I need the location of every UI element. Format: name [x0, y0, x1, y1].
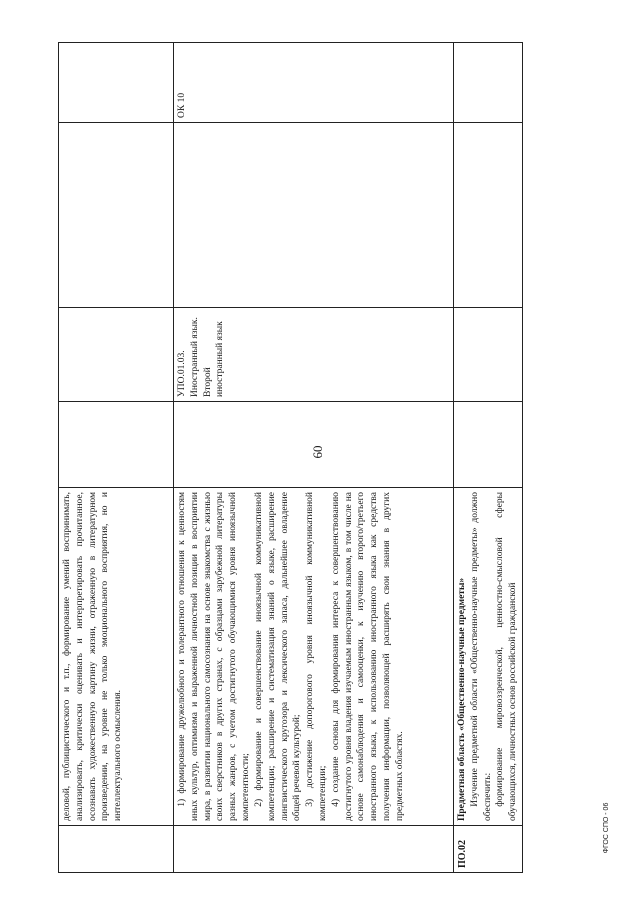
- paragraph: Изучение предметной области «Общественно-научные предметы» должно обеспечить:: [469, 492, 493, 821]
- content-cell: [174, 488, 454, 826]
- area-code-cell: [174, 826, 454, 873]
- table-row: [59, 43, 174, 873]
- page-number: 60: [310, 445, 325, 459]
- empty-cell: [454, 402, 523, 488]
- paragraph: формирование мировоззренческой, ценностно-смысловой сферы обучающихся, личностных основ российской гражданской: [495, 492, 519, 821]
- empty-cell: [454, 123, 523, 308]
- content-cell: [454, 488, 523, 826]
- table-row: [174, 43, 454, 873]
- empty-cell: [174, 123, 454, 308]
- paragraph: 1) формирование дружелюбного и толерантного отношения к ценностям иных культур, оптимизма и выраженной личностной позиции в восприятии мира, в развитии национального самосознания на основе знакомства с жизнью своих сверстников в других странах, с образцами зарубежной литературы разных жанров, с учетом достигнутого обучающимися уровня иноязычной компетентности;: [177, 492, 252, 821]
- paragraph: деловой, публицистического и т.п., формирование умений воспринимать, анализировать, критически оценивать и интерпретировать прочитанное, осознавать художественную картину жизни, отраженную в литературном произведении, на уровне не только эмоционального восприятия, но и интеллектуального осмысления.: [62, 492, 124, 821]
- table-row: [454, 43, 523, 873]
- competence-cell: ОК 10: [174, 43, 454, 123]
- rotated-table-wrapper: [58, 43, 519, 873]
- empty-cell: [174, 402, 454, 488]
- subject-cell: [59, 308, 174, 402]
- area-code-cell: ПО.02: [454, 826, 523, 873]
- competence-cell: [59, 43, 174, 123]
- competence-cell: [454, 43, 523, 123]
- area-code-cell: [59, 826, 174, 873]
- area-heading: Предметная область «Общественно-научные предметы»: [457, 577, 467, 821]
- empty-cell: [59, 123, 174, 308]
- subject-cell: [454, 308, 523, 402]
- paragraph: 3) достижение допорогового уровня иноязычной коммуникативной компетенции;: [305, 492, 328, 821]
- subject-cell: УПО.01.03. Иностранный язык. Второй иностранный язык: [174, 308, 454, 402]
- empty-cell: [59, 402, 174, 488]
- paragraph: 4) создание основы для формирования интереса к совершенствованию достигнутого уровня владения изучаемым иностранным языком, в том числе на основе самонаблюдения и самооценки, к изучению второго/третьего иностранного языка, к использованию иностранного языка как средства получения информации, позволяющей расширять свои знания в других предметных областях.: [330, 492, 405, 821]
- standards-table: [58, 42, 523, 873]
- footer-code: ФГОС СПО - 06: [603, 802, 610, 854]
- paragraph: 2) формирование и совершенствование иноязычной коммуникативной компетенции; расширение и систематизация знаний о языке, расширение лингвистического кругозора и лексического запаса, дальнейшее овладение общей речевой культурой;: [253, 492, 303, 821]
- rotated-table: [58, 43, 519, 873]
- content-cell: [59, 488, 174, 826]
